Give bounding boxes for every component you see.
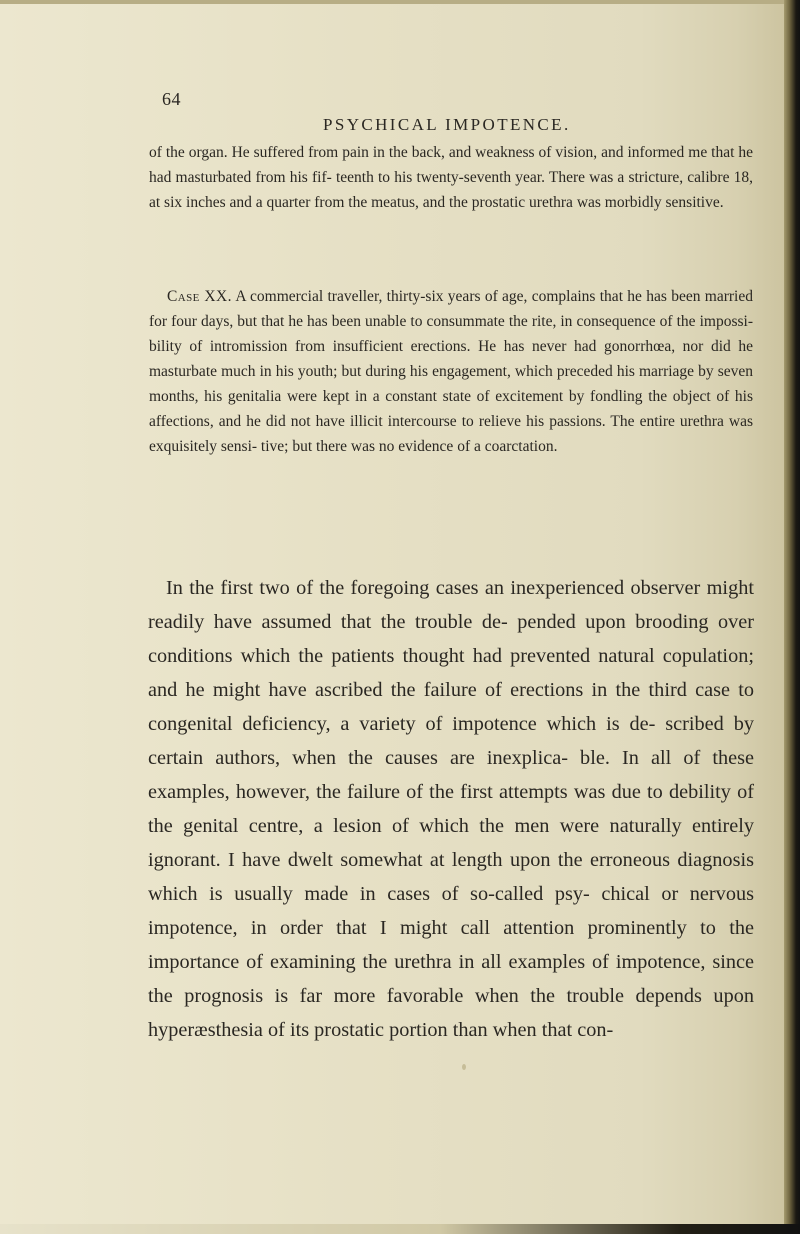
page-number: 64 bbox=[162, 89, 181, 109]
case-paragraph bbox=[149, 284, 753, 459]
body-paragraph-3: In the first two of the foregoing cases an inexperienced observer might readily have assumed that the trouble de- pended upon brooding over conditions which the patients thought had prevented natural copulation; and he might have ascribed the failure of erections in the third case to congenital deficiency, a variety of impotence which is de- scribed by certain authors, when the causes are inexplica- ble. In all of these examples, however, the failure of the first attempts was due to debility of the genital centre, a lesion of which the men were naturally entirely ignorant. I have dwelt somewhat at length upon the erroneous diagnosis which is usually made in cases of so-called psy- chical or nervous impotence, in order that I might call attention prominently to the importance of examining the urethra in all examples of impotence, since the prognosis is far more favorable when the trouble depends upon hyperæsthesia of its prostatic portion than when that con- bbox=[148, 577, 754, 1041]
right-binding-shadow bbox=[784, 0, 800, 1234]
top-page-edge bbox=[0, 0, 800, 4]
paper-speck bbox=[462, 1064, 466, 1070]
running-head: PSYCHICAL IMPOTENCE. bbox=[323, 115, 571, 134]
bottom-page-edge bbox=[0, 1224, 800, 1234]
case-label: Case XX. bbox=[167, 288, 232, 305]
body-paragraph-1: of the organ. He suffered from pain in the back, and weakness of vision, and informed me that he had masturbated from his fif- teenth to his twenty-seventh year. There was a stricture, calibre 18, at six inches and a quarter from the meatus, and the prostatic urethra was morbidly sensitive. bbox=[149, 144, 753, 211]
case-text: A commercial traveller, thirty-six years of age, complains that he has been married for four days, but that he has been unable to consummate the rite, in consequence of the impossi- bility of intromission from insufficient erections. He has never had gonorrhœa, nor did he masturbate much in his youth; but during his engagement, which preceded his marriage by seven months, his genitalia were kept in a constant state of excitement by fondling the object of his affections, and he did not have illicit intercourse to relieve his passions. The entire urethra was exquisitely sensi- tive; but there was no evidence of a coarctation. bbox=[149, 288, 753, 455]
